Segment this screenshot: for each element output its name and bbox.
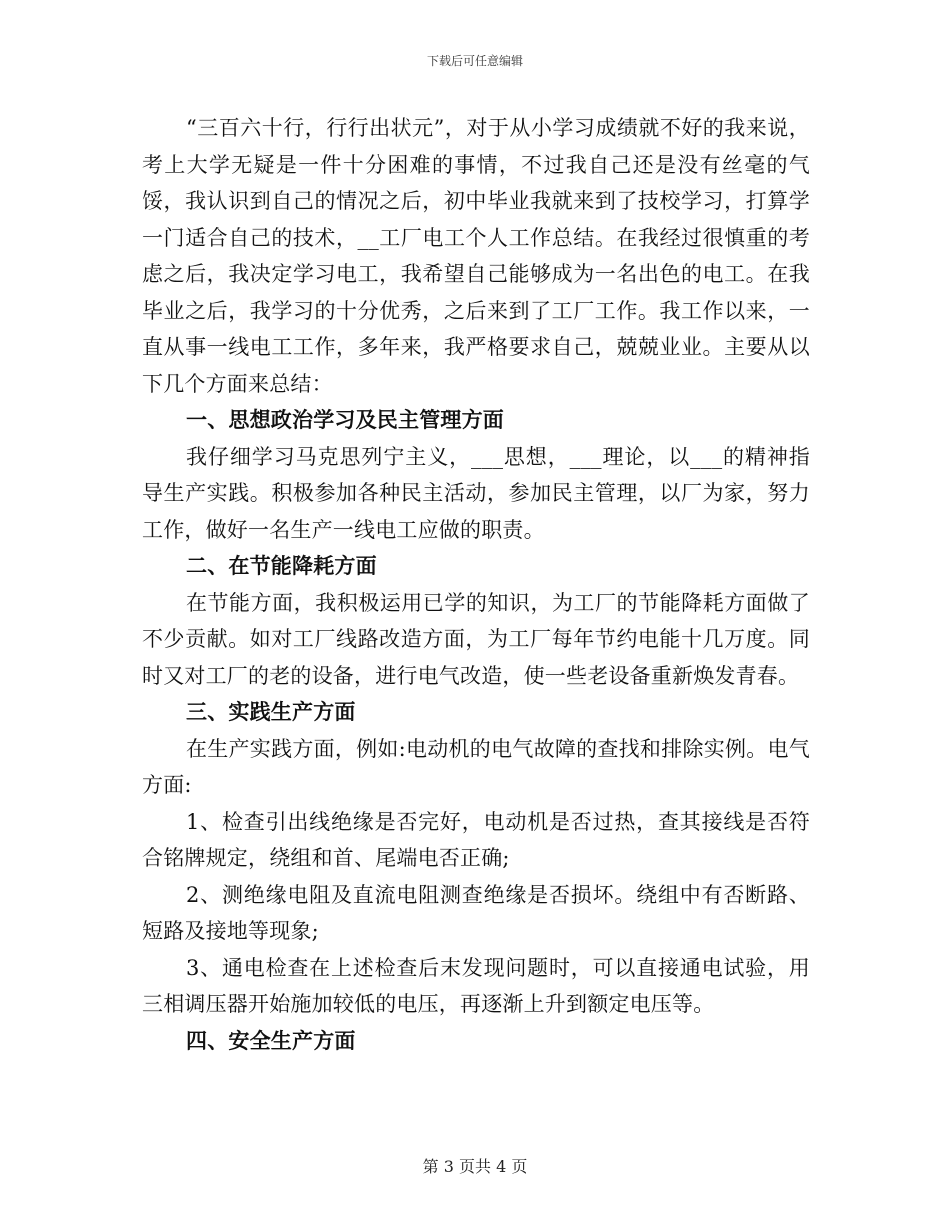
document-body: [142, 110, 810, 1059]
intro-paragraph: “三百六十行，行行出状元”，对于从小学习成绩就不好的我来说，考上大学无疑是一件十分困难的事情，不过我自己还是没有丝毫的气馁，我认识到自己的情况之后，初中毕业我就来到了技校学习，打算学一门适合自己的技术，__工厂电工个人工作总结。在我经过很慎重的考虑之后，我决定学习电工，我希望自己能够成为一名出色的电工。在我毕业之后，我学习的十分优秀，之后来到了工厂工作。我工作以来，一直从事一线电工工作，多年来，我严格要求自己，兢兢业业。主要从以下几个方面来总结：: [142, 116, 810, 396]
list-item: 2、测绝缘电阻及直流电阻测查绝缘是否损坏。绕组中有否断路、短路及接地等现象;: [142, 882, 810, 943]
section-paragraph-1: 我仔细学习马克思列宁主义，___思想，___理论，以___的精神指导生产实践。积极参加各种民主活动，参加民主管理，以厂为家，努力工作，做好一名生产一线电工应做的职责。: [142, 444, 810, 542]
section-heading-1: 一、思想政治学习及民主管理方面: [186, 407, 504, 432]
section-heading-4: 四、安全生产方面: [186, 1027, 356, 1053]
page-header: 下载后可任意编辑: [426, 54, 523, 68]
list-item: 3、通电检查在上述检查后末发现问题时，可以直接通电试验，用三相调压器开始施加较低的电压，再逐渐上升到额定电压等。: [142, 955, 810, 1016]
section-heading-3: 三、实践生产方面: [186, 699, 356, 724]
section-heading-2: 二、在节能降耗方面: [186, 553, 377, 578]
page-footer: 第 3 页共 4 页: [422, 1157, 528, 1176]
section-paragraph-3: 在生产实践方面，例如:电动机的电气故障的查找和排除实例。电气方面:: [142, 736, 810, 797]
section-paragraph-2: 在节能方面，我积极运用已学的知识，为工厂的节能降耗方面做了不少贡献。如对工厂线路改造方面，为工厂每年节约电能十几万度。同时又对工厂的老的设备，进行电气改造，使一些老设备重新焕发青春。: [142, 590, 810, 688]
list-item: 1、检查引出线绝缘是否完好，电动机是否过热，查其接线是否符合铭牌规定，绕组和首、尾端电否正确;: [142, 809, 810, 870]
